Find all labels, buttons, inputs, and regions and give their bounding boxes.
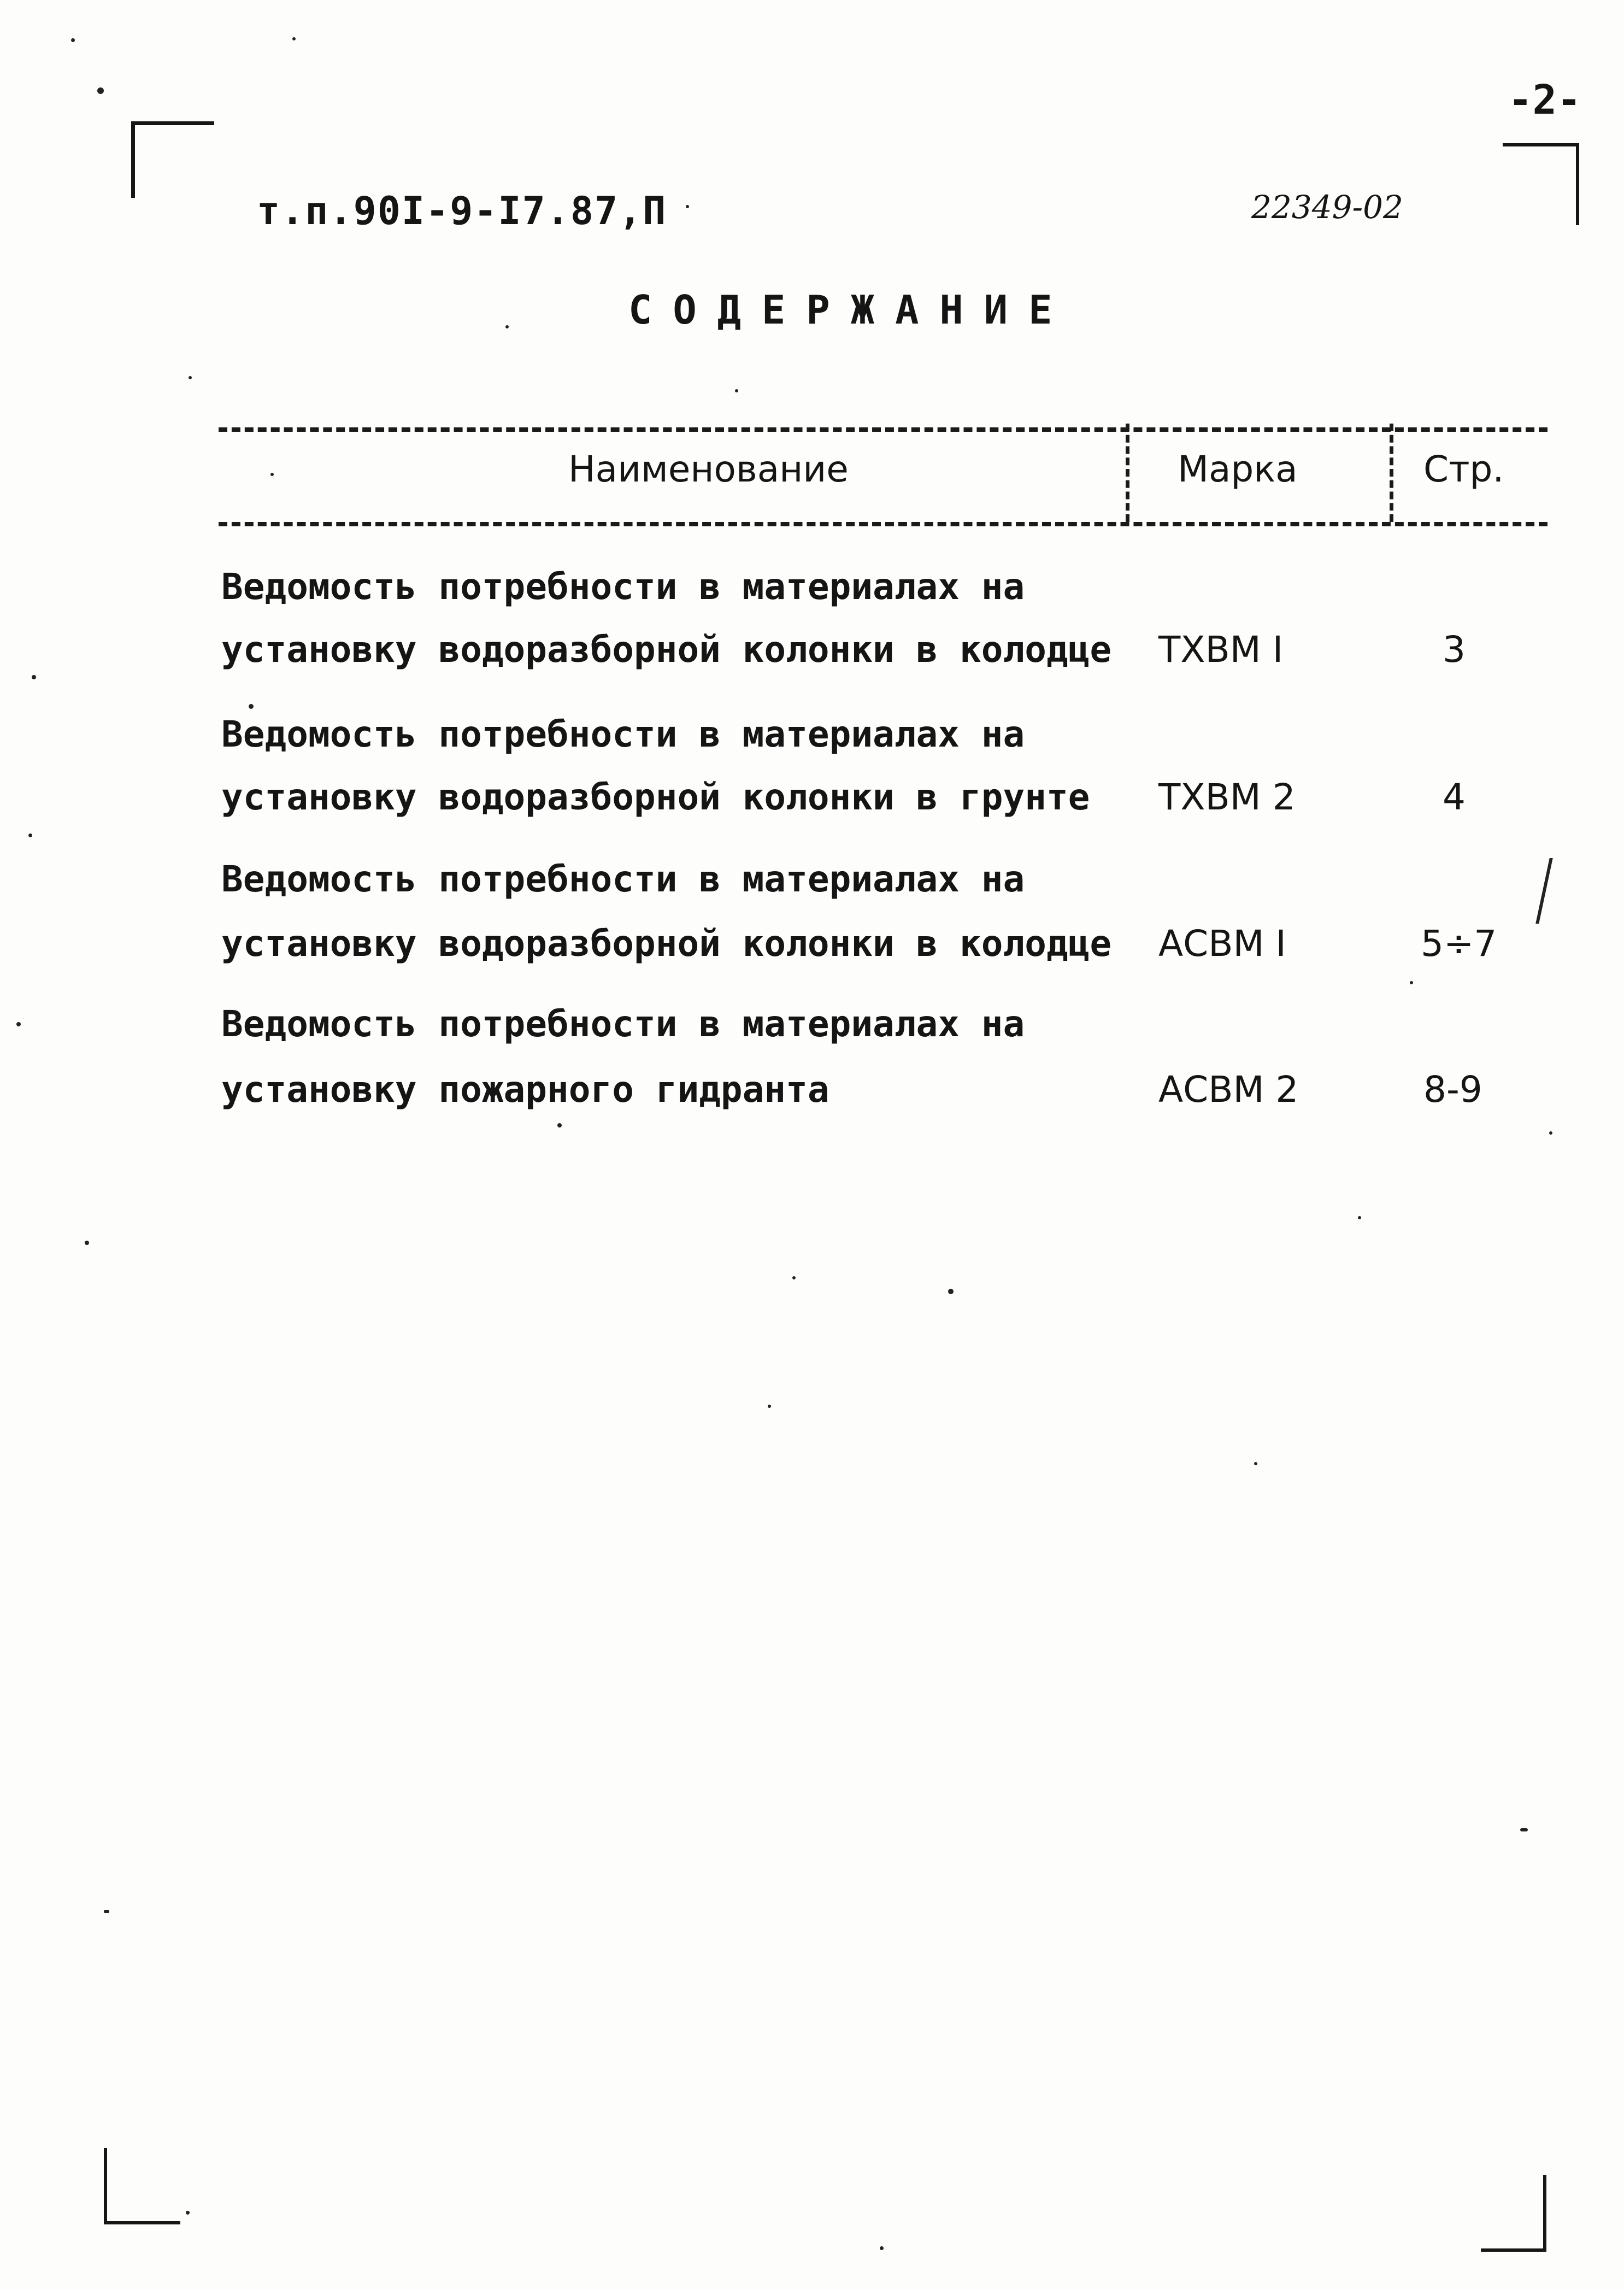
- scan-speck: [71, 38, 75, 42]
- scan-speck: [186, 2211, 190, 2215]
- row-2-page: 4: [1443, 776, 1466, 818]
- row-4-mark: АСВМ 2: [1158, 1068, 1299, 1111]
- scan-speck: [85, 1241, 89, 1245]
- header-mark: Марка: [1178, 448, 1298, 490]
- column-divider-name-mark: [1126, 424, 1129, 522]
- archive-number: 22349-02: [1251, 189, 1403, 226]
- row-3-name-line-1: Ведомость потребности в материалах на: [221, 858, 1025, 900]
- scan-speck: [1520, 1828, 1528, 1831]
- scan-speck: [792, 1276, 796, 1279]
- table-header-bottom-rule: [219, 522, 1547, 526]
- pen-tick-mark: [1520, 858, 1553, 924]
- header-name: Наименование: [568, 448, 849, 490]
- frame-corner-bottom-left-vertical: [104, 2148, 107, 2224]
- table-top-rule: [219, 427, 1547, 432]
- frame-corner-top-right-vertical: [1576, 143, 1579, 225]
- frame-corner-top-left-vertical: [131, 121, 135, 198]
- scan-speck: [104, 1910, 109, 1913]
- scan-speck: [1358, 1216, 1361, 1219]
- row-2-mark: ТХВМ 2: [1158, 776, 1296, 818]
- row-1-name-line-2: установку водоразборной колонки в колодце: [221, 629, 1112, 671]
- scan-speck: [505, 325, 509, 328]
- row-3-mark: АСВМ I: [1158, 923, 1286, 965]
- frame-corner-top-right-horizontal: [1503, 143, 1579, 146]
- scan-speck: [97, 87, 104, 94]
- row-1-name-line-1: Ведомость потребности в материалах на: [221, 566, 1025, 608]
- column-divider-mark-page: [1390, 424, 1393, 522]
- scan-speck: [189, 376, 192, 379]
- scan-speck: [292, 37, 296, 40]
- scan-speck: [1254, 1462, 1257, 1465]
- frame-corner-bottom-right-vertical: [1543, 2175, 1546, 2252]
- row-3-name-line-2: установку водоразборной колонки в колодце: [221, 923, 1112, 965]
- row-1-page: 3: [1443, 629, 1466, 671]
- row-1-mark: ТХВМ I: [1158, 629, 1284, 671]
- frame-corner-bottom-right-horizontal: [1481, 2248, 1546, 2252]
- frame-corner-bottom-left-horizontal: [104, 2221, 180, 2224]
- scan-speck: [1410, 981, 1413, 984]
- scan-speck: [28, 833, 32, 837]
- scan-speck: [1549, 1131, 1552, 1135]
- scan-speck: [768, 1405, 771, 1408]
- row-2-name-line-1: Ведомость потребности в материалах на: [221, 713, 1025, 755]
- scan-speck: [735, 389, 738, 392]
- scan-speck: [880, 2246, 884, 2250]
- scan-speck: [948, 1289, 954, 1294]
- scan-speck: [270, 473, 274, 476]
- page-number: -2-: [1508, 77, 1581, 124]
- scan-speck: [686, 205, 689, 208]
- row-2-name-line-2: установку водоразборной колонки в грунте: [221, 776, 1090, 818]
- row-4-page: 8-9: [1423, 1068, 1482, 1111]
- scan-speck: [557, 1123, 562, 1128]
- frame-corner-top-left-horizontal: [131, 121, 214, 125]
- row-4-name-line-2: установку пожарного гидранта: [221, 1068, 829, 1111]
- document-code: т.п.90I-9-I7.87,П: [257, 189, 667, 233]
- row-3-page: 5÷7: [1421, 923, 1497, 965]
- page-title: СОДЕРЖАНИЕ: [628, 287, 1073, 333]
- scan-speck: [249, 704, 254, 709]
- header-page: Стр.: [1423, 448, 1504, 490]
- row-4-name-line-1: Ведомость потребности в материалах на: [221, 1003, 1025, 1045]
- scan-speck: [16, 1022, 21, 1026]
- scan-speck: [32, 675, 36, 679]
